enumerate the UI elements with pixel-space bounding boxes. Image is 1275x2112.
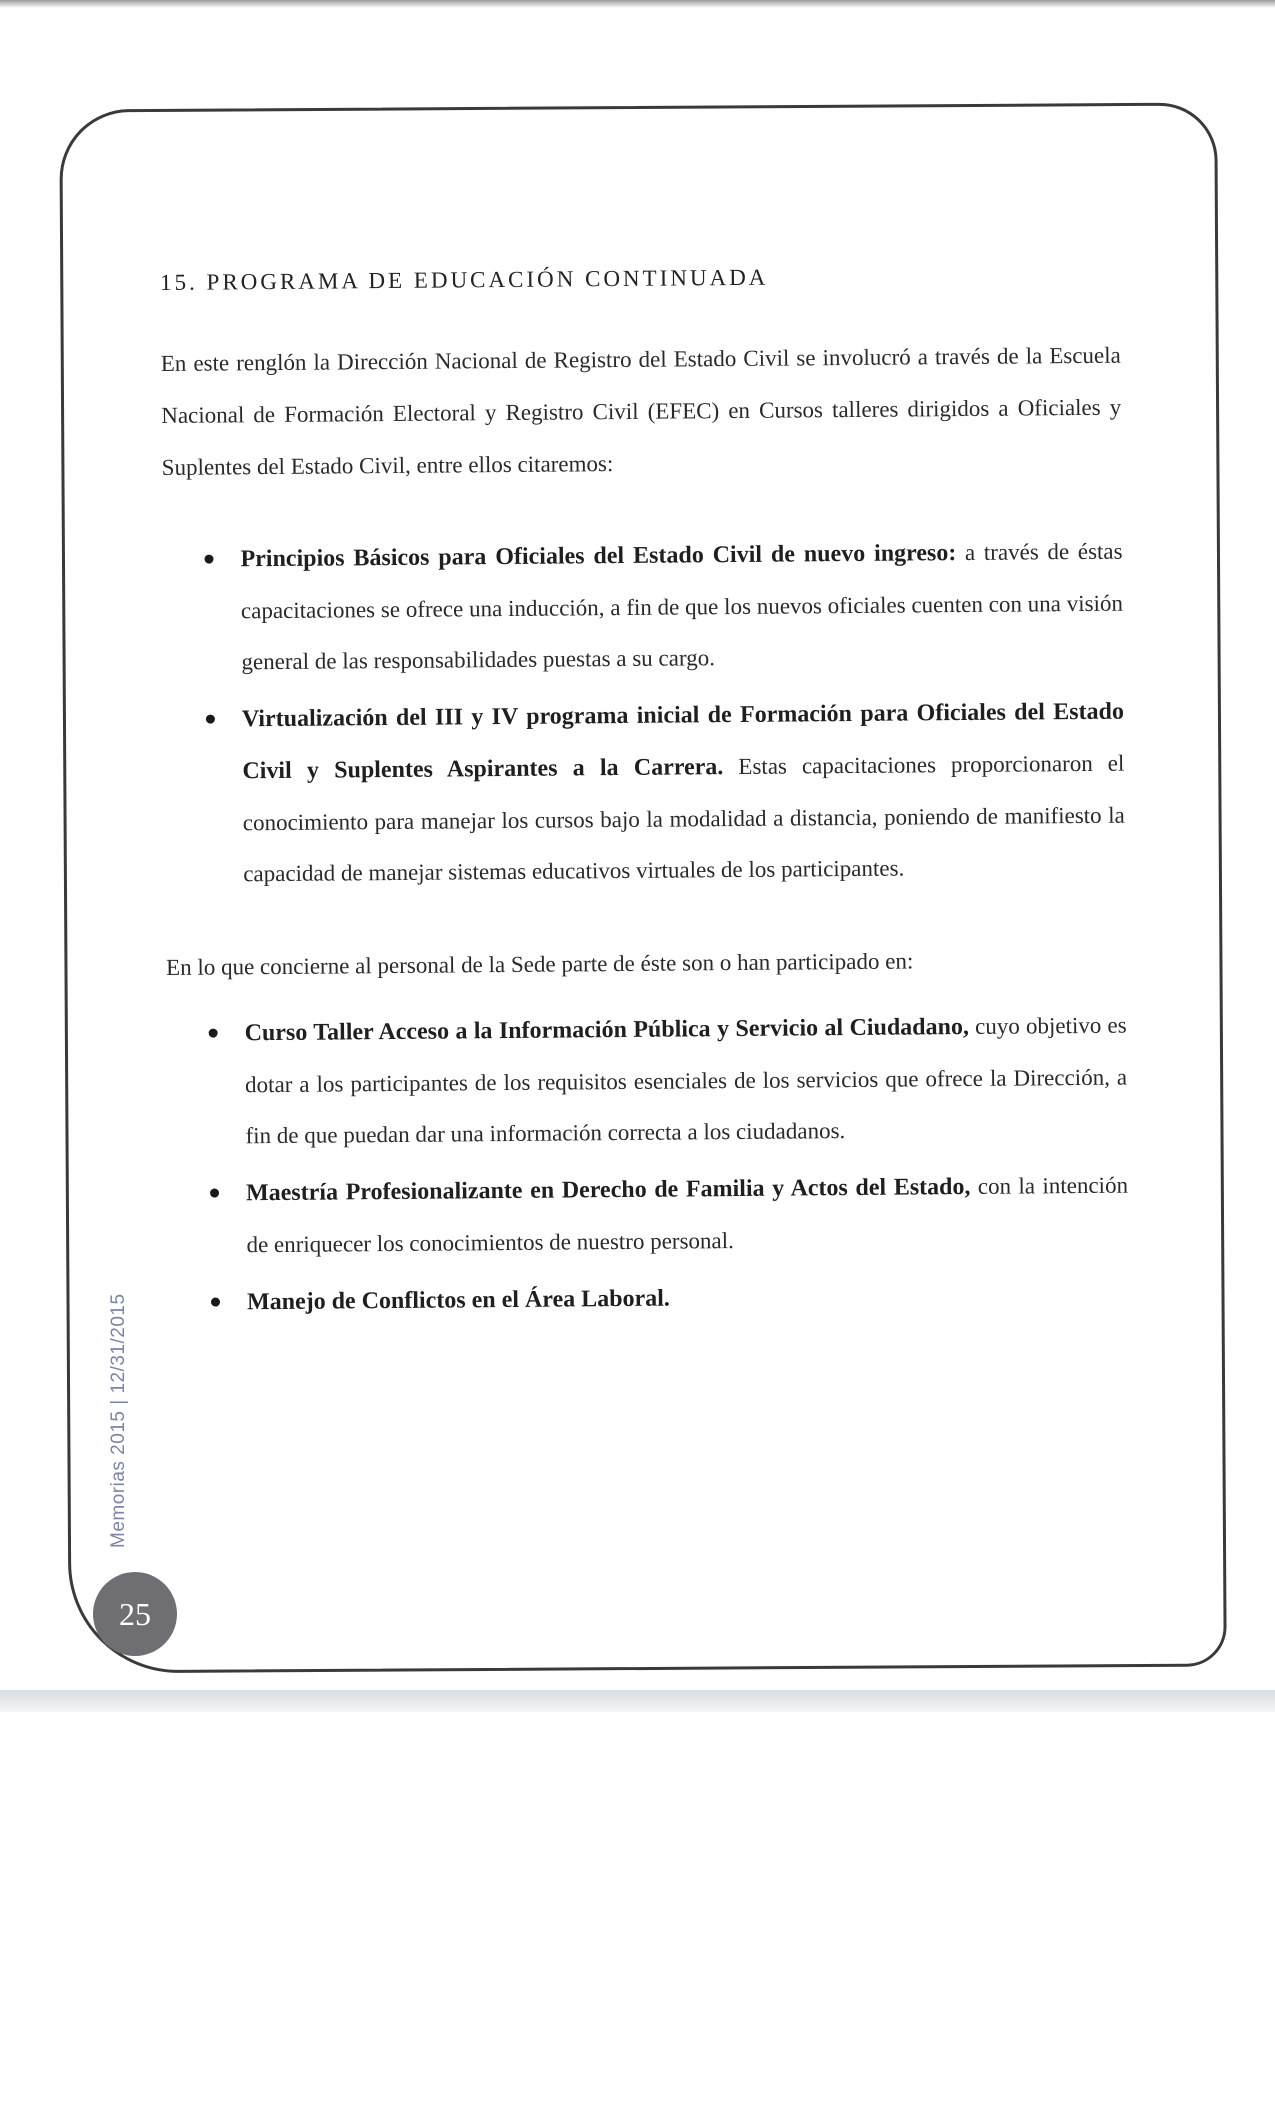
page-number-badge: 25 (93, 1572, 177, 1656)
list-item (246, 1160, 1129, 1271)
scan-bottom-band (0, 1690, 1275, 1712)
list-item (244, 1000, 1127, 1162)
list-item (247, 1269, 1129, 1329)
list-item-text: a través de éstas capacitaciones se ofrece una inducción, a fin de que los nuevos oficiales cuenten con una visión general de las responsabilidades puestas a su cargo. (240, 538, 1124, 675)
list-item-title: Curso Taller Acceso a la Información Pública y Servicio al Ciudadano, (244, 1013, 970, 1047)
list-item-title: Maestría Profesionalizante en Derecho de Familia y Actos del Estado, (245, 1173, 971, 1207)
intro-paragraph: En este renglón la Dirección Nacional de Registro del Estado Civil se involucró a través de la Escuela Nacional de Formación Electoral y Registro Civil (EFEC) en Cursos talleres dirigidos a Oficiales y Suplentes del Estado Civil, entre ellos citaremos: (160, 342, 1122, 480)
bullet-icon (210, 1189, 219, 1198)
list-item-title: Manejo de Conflictos en el Área Laboral. (246, 1285, 670, 1316)
list-item-text: con la intención de enriquecer los conocimientos de nuestro personal. (246, 1172, 1129, 1258)
list-item (242, 686, 1126, 900)
courses-list (162, 526, 1125, 900)
list-item-title: Principios Básicos para Oficiales del Estado Civil de nuevo ingreso: (240, 540, 957, 573)
list-item-text: Estas capacitaciones proporcionaron el conocimiento para manejar los cursos bajo la modalidad a distancia, poniendo de manifiesto la capacidad de manejar sistemas educativos virtuales de los participantes. (242, 750, 1125, 887)
list-item-title: Virtualización del III y IV programa inicial de Formación para Oficiales del Estado Civil y Suplentes Aspirantes a la Carrera. (241, 698, 1125, 785)
list-item (240, 526, 1123, 688)
staff-intro-paragraph: En lo que concierne al personal de la Sede parte de éste son o han participado en: (165, 948, 914, 980)
bullet-icon (209, 1029, 218, 1038)
bullet-icon (204, 555, 213, 564)
bullet-icon (211, 1298, 220, 1307)
bullet-icon (206, 715, 215, 724)
page-content (160, 262, 1130, 1371)
scan-top-shadow (0, 0, 1275, 8)
list-item-text: cuyo objetivo es dotar a los participantes de los requisitos esenciales de los servicios que ofrece la Dirección, a fin de que puedan dar una información correcta a los ciudadanos. (245, 1012, 1128, 1149)
section-title: 15. PROGRAMA DE EDUCACIÓN CONTINUADA (160, 264, 769, 295)
side-footer-label: Memorias 2015 | 12/31/2015 (108, 1293, 129, 1548)
staff-list (166, 1000, 1129, 1329)
